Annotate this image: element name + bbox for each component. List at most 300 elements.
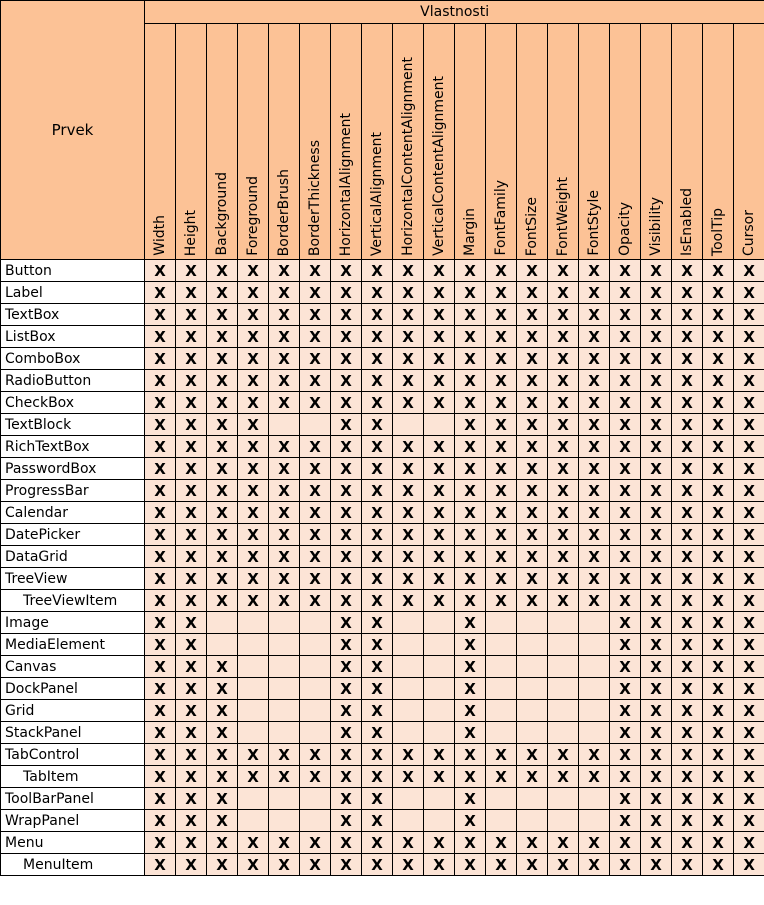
property-cell: X [703, 722, 734, 744]
property-cell: X [331, 678, 362, 700]
property-cell: X [424, 568, 455, 590]
property-cell: X [641, 326, 672, 348]
property-cell [486, 612, 517, 634]
table-row [1, 612, 764, 634]
property-cell: X [300, 590, 331, 612]
property-cell: X [517, 546, 548, 568]
property-cell: X [238, 832, 269, 854]
property-cell: X [145, 370, 176, 392]
property-cell: X [486, 568, 517, 590]
property-cell: X [703, 502, 734, 524]
property-cell: X [641, 744, 672, 766]
property-cell: X [672, 612, 703, 634]
property-cell: X [393, 568, 424, 590]
property-cell: X [238, 480, 269, 502]
property-cell: X [610, 546, 641, 568]
property-cell: X [176, 524, 207, 546]
property-cell: X [672, 766, 703, 788]
property-cell: X [331, 480, 362, 502]
property-cell: X [331, 590, 362, 612]
table-row [1, 458, 764, 480]
property-cell [393, 700, 424, 722]
property-cell: X [393, 282, 424, 304]
property-cell: X [734, 546, 764, 568]
property-cell [238, 656, 269, 678]
property-cell: X [734, 436, 764, 458]
property-cell: X [579, 854, 610, 876]
property-cell: X [486, 392, 517, 414]
property-header-opacity [610, 24, 641, 260]
property-cell: X [610, 392, 641, 414]
property-cell: X [672, 832, 703, 854]
property-cell: X [145, 788, 176, 810]
property-cell: X [393, 524, 424, 546]
property-cell: X [641, 656, 672, 678]
property-cell: X [455, 392, 486, 414]
table-row [1, 744, 764, 766]
property-cell: X [703, 436, 734, 458]
property-label: Opacity [617, 202, 633, 256]
element-name: TabItem [1, 766, 145, 788]
property-cell: X [145, 436, 176, 458]
property-cell: X [145, 348, 176, 370]
property-cell: X [145, 502, 176, 524]
property-cell: X [362, 414, 393, 436]
element-name: StackPanel [1, 722, 145, 744]
property-cell: X [455, 436, 486, 458]
property-cell [238, 700, 269, 722]
property-cell: X [207, 436, 238, 458]
property-cell: X [486, 370, 517, 392]
property-cell [300, 788, 331, 810]
property-cell: X [548, 304, 579, 326]
property-cell: X [207, 524, 238, 546]
property-cell: X [672, 502, 703, 524]
property-cell: X [300, 348, 331, 370]
property-cell: X [176, 568, 207, 590]
property-cell: X [362, 458, 393, 480]
property-cell: X [455, 304, 486, 326]
property-cell: X [734, 348, 764, 370]
property-cell: X [672, 656, 703, 678]
property-header-background [207, 24, 238, 260]
property-cell: X [548, 282, 579, 304]
property-cell [424, 722, 455, 744]
matrix-body [1, 260, 764, 876]
property-cell: X [207, 832, 238, 854]
property-cell: X [238, 326, 269, 348]
property-cell: X [610, 722, 641, 744]
property-cell: X [579, 502, 610, 524]
property-cell: X [145, 414, 176, 436]
property-cell: X [331, 282, 362, 304]
property-cell: X [579, 392, 610, 414]
property-cell: X [517, 480, 548, 502]
property-label: Foreground [245, 176, 261, 256]
element-name: ToolBarPanel [1, 788, 145, 810]
property-cell [393, 656, 424, 678]
property-cell [548, 612, 579, 634]
property-cell [300, 414, 331, 436]
property-cell: X [207, 282, 238, 304]
property-cell: X [331, 304, 362, 326]
property-cell: X [145, 458, 176, 480]
property-cell: X [610, 656, 641, 678]
property-cell [269, 656, 300, 678]
property-header-isenabled [672, 24, 703, 260]
property-cell: X [641, 524, 672, 546]
property-cell: X [238, 744, 269, 766]
property-cell: X [703, 304, 734, 326]
property-header-borderbrush [269, 24, 300, 260]
property-cell: X [393, 766, 424, 788]
element-column-header: Prvek [1, 1, 145, 260]
property-cell: X [641, 612, 672, 634]
property-cell: X [176, 832, 207, 854]
property-cell: X [610, 524, 641, 546]
property-cell: X [703, 656, 734, 678]
property-cell: X [393, 546, 424, 568]
element-name: MediaElement [1, 634, 145, 656]
property-cell: X [145, 656, 176, 678]
property-cell: X [393, 480, 424, 502]
property-cell: X [300, 370, 331, 392]
property-cell: X [207, 392, 238, 414]
element-name: Label [1, 282, 145, 304]
element-name: RichTextBox [1, 436, 145, 458]
table-row [1, 678, 764, 700]
property-header-width [145, 24, 176, 260]
property-cell: X [331, 260, 362, 282]
element-name: DataGrid [1, 546, 145, 568]
property-cell: X [207, 656, 238, 678]
property-cell: X [331, 414, 362, 436]
property-cell: X [455, 568, 486, 590]
property-cell: X [424, 832, 455, 854]
property-cell: X [610, 744, 641, 766]
property-cell: X [269, 590, 300, 612]
property-cell: X [734, 854, 764, 876]
property-cell: X [734, 568, 764, 590]
property-cell: X [207, 810, 238, 832]
property-cell: X [424, 436, 455, 458]
property-cell [269, 700, 300, 722]
property-label: FontFamily [493, 180, 509, 256]
property-cell: X [548, 744, 579, 766]
property-cell: X [486, 832, 517, 854]
property-header-fontstyle [579, 24, 610, 260]
property-cell: X [641, 348, 672, 370]
property-cell: X [207, 590, 238, 612]
property-header-fontsize [517, 24, 548, 260]
property-cell: X [579, 260, 610, 282]
property-cell: X [455, 414, 486, 436]
property-cell: X [610, 480, 641, 502]
property-cell: X [362, 348, 393, 370]
property-cell: X [455, 370, 486, 392]
property-cell: X [517, 568, 548, 590]
property-cell: X [641, 854, 672, 876]
property-cell: X [269, 436, 300, 458]
property-cell: X [269, 744, 300, 766]
property-cell: X [331, 392, 362, 414]
property-cell: X [300, 502, 331, 524]
table-row [1, 546, 764, 568]
property-header-fontfamily [486, 24, 517, 260]
property-cell: X [579, 304, 610, 326]
property-cell [424, 788, 455, 810]
property-cell: X [641, 590, 672, 612]
property-label: HorizontalContentAlignment [400, 57, 416, 256]
property-cell: X [331, 656, 362, 678]
property-cell: X [548, 458, 579, 480]
property-cell: X [331, 524, 362, 546]
property-cell: X [331, 370, 362, 392]
element-name: Calendar [1, 502, 145, 524]
property-cell: X [517, 414, 548, 436]
property-cell: X [300, 832, 331, 854]
property-cell: X [579, 370, 610, 392]
property-cell: X [176, 810, 207, 832]
property-cell: X [579, 414, 610, 436]
property-label: Cursor [741, 209, 758, 256]
property-cell: X [362, 436, 393, 458]
table-row [1, 392, 764, 414]
property-cell: X [238, 414, 269, 436]
property-cell: X [579, 348, 610, 370]
property-cell: X [331, 348, 362, 370]
property-cell [486, 700, 517, 722]
property-cell: X [362, 326, 393, 348]
property-cell: X [331, 854, 362, 876]
property-cell: X [331, 326, 362, 348]
property-cell: X [269, 260, 300, 282]
property-cell: X [641, 436, 672, 458]
property-cell: X [641, 414, 672, 436]
table-row [1, 304, 764, 326]
property-cell: X [393, 854, 424, 876]
property-cell [393, 678, 424, 700]
property-cell: X [362, 370, 393, 392]
property-cell: X [610, 568, 641, 590]
property-cell: X [734, 458, 764, 480]
table-row [1, 282, 764, 304]
property-cell: X [424, 854, 455, 876]
property-cell: X [207, 414, 238, 436]
property-cell: X [207, 326, 238, 348]
property-cell: X [641, 810, 672, 832]
property-cell: X [486, 414, 517, 436]
property-cell: X [703, 788, 734, 810]
property-cell [300, 678, 331, 700]
property-cell [579, 788, 610, 810]
property-cell: X [517, 832, 548, 854]
property-cell: X [362, 502, 393, 524]
property-cell: X [672, 414, 703, 436]
property-cell: X [145, 612, 176, 634]
property-cell: X [362, 612, 393, 634]
property-cell [424, 678, 455, 700]
property-cell: X [269, 546, 300, 568]
property-cell [517, 722, 548, 744]
property-cell: X [145, 260, 176, 282]
property-cell: X [734, 326, 764, 348]
property-cell [393, 414, 424, 436]
property-cell: X [424, 480, 455, 502]
property-cell: X [517, 392, 548, 414]
property-cell: X [486, 436, 517, 458]
property-cell: X [672, 788, 703, 810]
property-cell: X [672, 810, 703, 832]
table-row [1, 480, 764, 502]
property-cell: X [641, 678, 672, 700]
property-cell: X [145, 282, 176, 304]
property-cell: X [455, 810, 486, 832]
property-cell: X [703, 260, 734, 282]
property-cell [548, 722, 579, 744]
property-cell: X [424, 282, 455, 304]
property-cell: X [548, 392, 579, 414]
property-cell: X [517, 502, 548, 524]
property-cell: X [145, 634, 176, 656]
property-cell: X [238, 304, 269, 326]
property-cell: X [641, 502, 672, 524]
property-cell: X [207, 722, 238, 744]
property-cell [269, 634, 300, 656]
property-cell: X [610, 854, 641, 876]
property-cell: X [610, 810, 641, 832]
property-cell: X [548, 348, 579, 370]
property-cell: X [145, 568, 176, 590]
property-cell: X [362, 744, 393, 766]
property-cell: X [176, 282, 207, 304]
property-cell: X [672, 260, 703, 282]
property-cell: X [331, 832, 362, 854]
property-cell: X [734, 656, 764, 678]
property-cell: X [734, 810, 764, 832]
property-cell: X [672, 370, 703, 392]
property-cell: X [207, 744, 238, 766]
element-name: TabControl [1, 744, 145, 766]
property-header-foreground [238, 24, 269, 260]
property-cell: X [672, 348, 703, 370]
property-cell: X [207, 348, 238, 370]
property-cell: X [703, 634, 734, 656]
property-cell: X [734, 524, 764, 546]
property-cell: X [362, 678, 393, 700]
property-cell: X [610, 370, 641, 392]
property-cell [238, 810, 269, 832]
property-cell: X [579, 480, 610, 502]
property-cell: X [176, 854, 207, 876]
property-cell: X [641, 568, 672, 590]
property-cell [238, 678, 269, 700]
property-cell: X [579, 766, 610, 788]
property-cell: X [703, 458, 734, 480]
element-name: TreeView [1, 568, 145, 590]
property-cell: X [641, 700, 672, 722]
property-cell: X [238, 392, 269, 414]
property-cell: X [703, 524, 734, 546]
property-cell: X [703, 700, 734, 722]
property-label: BorderThickness [307, 139, 323, 256]
property-cell: X [393, 348, 424, 370]
table-row [1, 370, 764, 392]
property-cell [238, 788, 269, 810]
property-cell: X [331, 744, 362, 766]
property-cell: X [207, 568, 238, 590]
property-cell: X [703, 766, 734, 788]
property-cell [486, 810, 517, 832]
property-cell: X [672, 568, 703, 590]
property-label: HorizontalAlignment [338, 112, 354, 256]
property-cell [517, 634, 548, 656]
property-cell: X [672, 590, 703, 612]
property-cell: X [548, 414, 579, 436]
property-cell: X [486, 304, 517, 326]
property-cell: X [486, 480, 517, 502]
property-cell: X [641, 304, 672, 326]
property-cell: X [610, 634, 641, 656]
property-cell: X [517, 304, 548, 326]
property-cell: X [517, 590, 548, 612]
property-cell: X [362, 546, 393, 568]
property-cell: X [486, 282, 517, 304]
property-cell: X [362, 524, 393, 546]
property-cell: X [703, 854, 734, 876]
property-cell: X [517, 854, 548, 876]
property-cell: X [424, 260, 455, 282]
property-cell: X [486, 744, 517, 766]
property-cell: X [145, 392, 176, 414]
property-cell: X [734, 392, 764, 414]
property-cell: X [548, 326, 579, 348]
property-cell [548, 810, 579, 832]
property-cell: X [207, 480, 238, 502]
property-cell [424, 414, 455, 436]
property-cell: X [362, 788, 393, 810]
property-cell: X [641, 260, 672, 282]
property-cell: X [703, 744, 734, 766]
property-cell: X [641, 722, 672, 744]
property-cell: X [176, 590, 207, 612]
property-cell: X [424, 458, 455, 480]
property-cell: X [486, 546, 517, 568]
table-row [1, 700, 764, 722]
table-row [1, 326, 764, 348]
property-cell [579, 634, 610, 656]
property-cell: X [145, 304, 176, 326]
property-cell: X [734, 282, 764, 304]
property-cell: X [641, 832, 672, 854]
property-cell: X [207, 766, 238, 788]
property-header-verticalcontentalignment [424, 24, 455, 260]
table-row [1, 854, 764, 876]
property-cell: X [238, 436, 269, 458]
property-cell: X [207, 788, 238, 810]
property-cell: X [300, 304, 331, 326]
property-cell: X [393, 436, 424, 458]
property-cell: X [672, 304, 703, 326]
element-name: TreeViewItem [1, 590, 145, 612]
property-cell: X [362, 590, 393, 612]
property-cell: X [362, 700, 393, 722]
property-cell: X [610, 612, 641, 634]
property-cell: X [455, 766, 486, 788]
property-cell: X [269, 348, 300, 370]
property-cell: X [331, 458, 362, 480]
property-cell: X [455, 700, 486, 722]
